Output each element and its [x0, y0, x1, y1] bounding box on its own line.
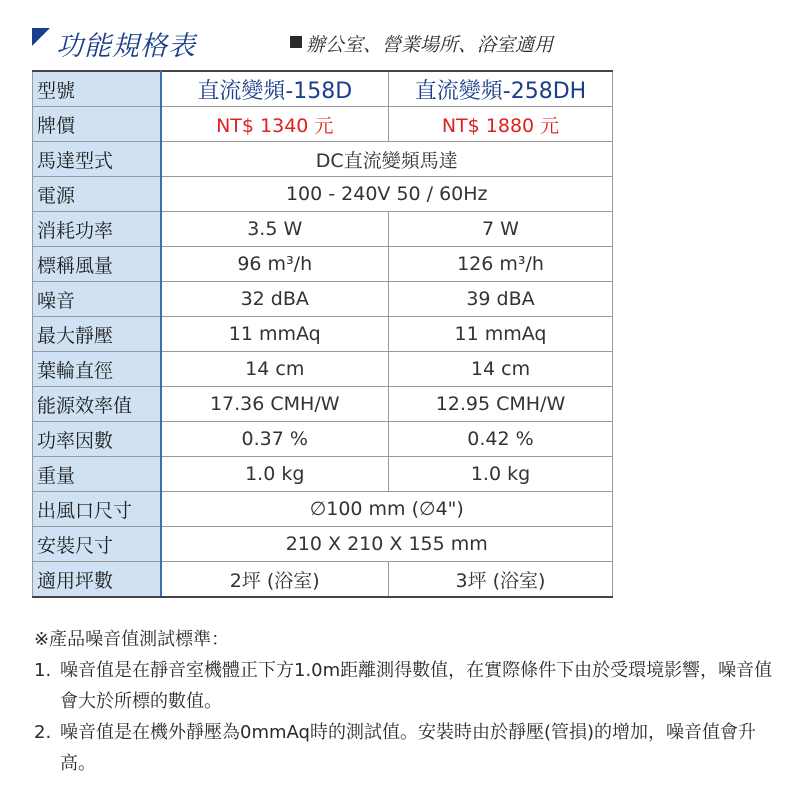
table-row [33, 387, 613, 422]
value-cell: 1.0 kg [161, 457, 389, 492]
value-cell: 14 cm [389, 352, 613, 387]
note-item-2 [34, 717, 774, 779]
notes-section [34, 624, 774, 779]
note-number: 1. [34, 660, 52, 681]
triangle-icon [32, 28, 50, 46]
spec-table [32, 70, 613, 598]
note-number: 2. [34, 722, 52, 743]
note-text: 噪音值是在靜音室機體正下方1.0m距離測得數值，在實際條件下由於受環境影響，噪音值會大於所標的數值。 [60, 660, 773, 712]
value-cell: 11 mmAq [389, 317, 613, 352]
row-label: 型號 [33, 71, 161, 107]
table-row [33, 562, 613, 598]
value-cell: 0.37 % [161, 422, 389, 457]
value-cell: NT$ 1880 元 [389, 107, 613, 142]
table-row [33, 142, 613, 177]
value-cell: 7 W [389, 212, 613, 247]
row-label: 安裝尺寸 [33, 527, 161, 562]
page-title: 功能規格表 [56, 31, 196, 62]
row-label: 電源 [33, 177, 161, 212]
value-cell: 直流變頻-258DH [389, 71, 613, 107]
row-label: 消耗功率 [33, 212, 161, 247]
table-row [33, 422, 613, 457]
table-row [33, 107, 613, 142]
table-row [33, 352, 613, 387]
note-text: 噪音值是在機外靜壓為0mmAq時的測試值。安裝時由於靜壓(管損)的增加，噪音值會升高。 [60, 722, 756, 774]
row-label: 重量 [33, 457, 161, 492]
square-bullet-icon [290, 36, 302, 48]
table-row [33, 177, 613, 212]
merged-cell: DC直流變頻馬達 [161, 142, 613, 177]
value-cell: 2坪 (浴室) [161, 562, 389, 598]
page-subtitle: 辦公室、營業場所、浴室適用 [306, 34, 554, 56]
notes-title: ※產品噪音值測試標準： [34, 629, 230, 650]
value-cell: 32 dBA [161, 282, 389, 317]
merged-cell: ∅100 mm (∅4") [161, 492, 613, 527]
row-label: 能源效率值 [33, 387, 161, 422]
value-cell: 3.5 W [161, 212, 389, 247]
value-cell: NT$ 1340 元 [161, 107, 389, 142]
value-cell: 39 dBA [389, 282, 613, 317]
value-cell: 96 m³/h [161, 247, 389, 282]
row-label: 葉輪直徑 [33, 352, 161, 387]
table-row [33, 492, 613, 527]
table-row [33, 527, 613, 562]
table-row [33, 71, 613, 107]
value-cell: 3坪 (浴室) [389, 562, 613, 598]
merged-cell: 100 - 240V 50 / 60Hz [161, 177, 613, 212]
row-label: 最大靜壓 [33, 317, 161, 352]
table-row [33, 247, 613, 282]
value-cell: 17.36 CMH/W [161, 387, 389, 422]
row-label: 牌價 [33, 107, 161, 142]
row-label: 適用坪數 [33, 562, 161, 598]
title-row [32, 24, 792, 64]
table-row [33, 212, 613, 247]
row-label: 功率因數 [33, 422, 161, 457]
value-cell: 126 m³/h [389, 247, 613, 282]
table-row [33, 317, 613, 352]
row-label: 噪音 [33, 282, 161, 317]
value-cell: 12.95 CMH/W [389, 387, 613, 422]
spec-table-body [33, 71, 613, 597]
row-label: 馬達型式 [33, 142, 161, 177]
row-label: 出風口尺寸 [33, 492, 161, 527]
value-cell: 14 cm [161, 352, 389, 387]
value-cell: 11 mmAq [161, 317, 389, 352]
value-cell: 1.0 kg [389, 457, 613, 492]
table-row [33, 282, 613, 317]
merged-cell: 210 X 210 X 155 mm [161, 527, 613, 562]
table-row [33, 457, 613, 492]
value-cell: 0.42 % [389, 422, 613, 457]
note-item-1 [34, 655, 774, 717]
value-cell: 直流變頻-158D [161, 71, 389, 107]
row-label: 標稱風量 [33, 247, 161, 282]
